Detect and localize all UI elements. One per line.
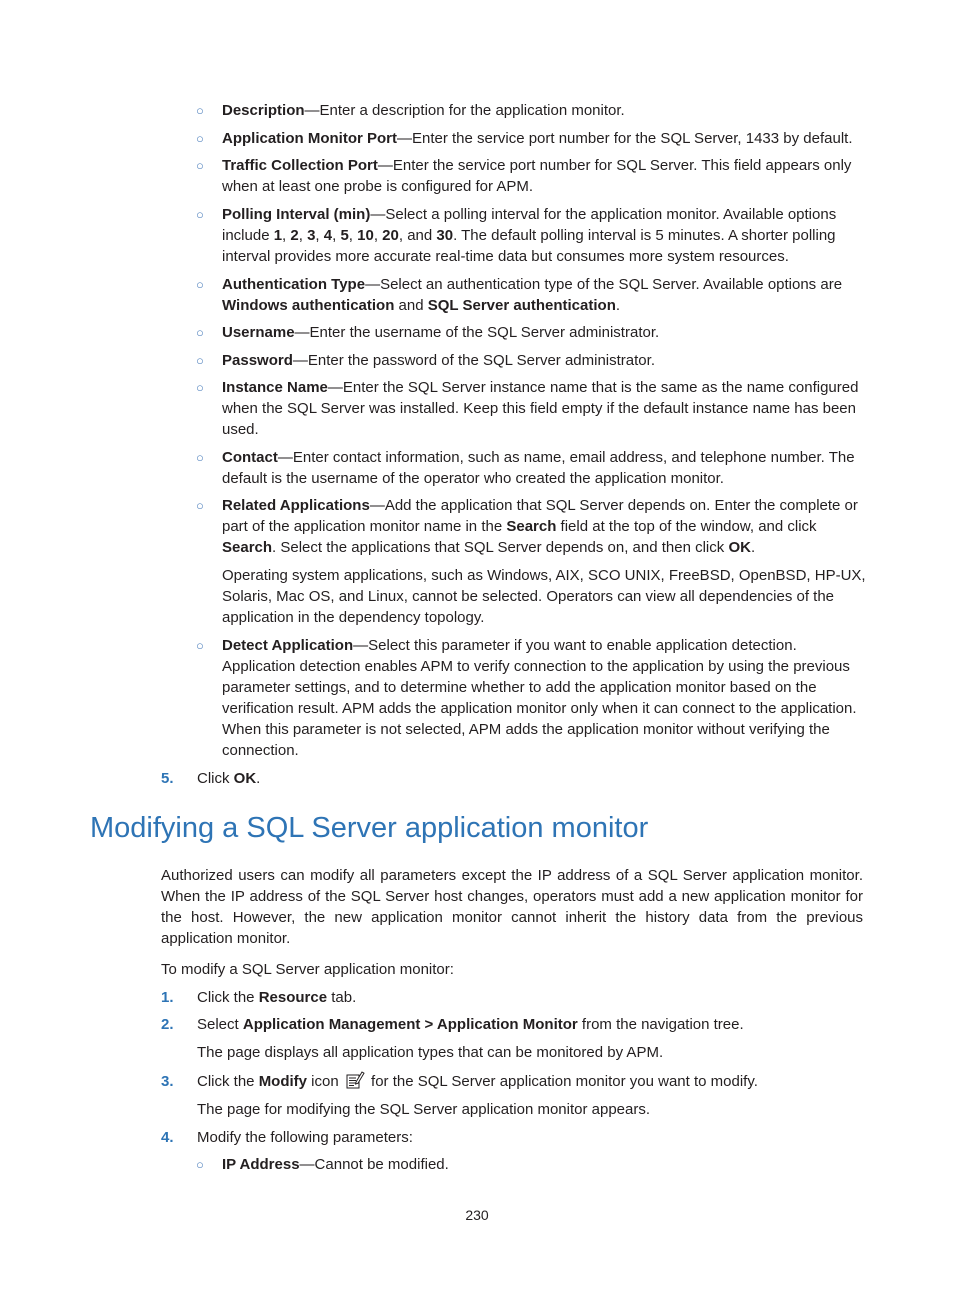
bullet-marker: ○ [196,207,204,222]
ui-label: OK [728,539,751,556]
step-4 [161,1127,868,1148]
term-desc: —Enter the password of the SQL Server administrator. [292,352,655,369]
step-2 [161,1014,868,1035]
list-item-application-monitor-port [196,128,868,149]
bullet-marker: ○ [196,325,204,340]
bullet-marker: ○ [196,277,204,292]
option-value: SQL Server authentication [427,297,616,314]
term: Authentication Type [222,276,366,293]
separator: , [348,227,358,244]
separator: , [332,227,341,244]
term: Polling Interval (min) [222,206,371,223]
step-5 [161,768,868,789]
term-desc: —Cannot be modified. [299,1156,449,1173]
bullet-marker: ○ [196,498,204,513]
ui-label: Resource [258,989,328,1006]
punctuation: . [750,539,756,556]
separator: , [315,227,324,244]
separator: , and [398,227,437,244]
step-text: icon [307,1073,343,1090]
modify-icon [345,1071,365,1089]
section-heading: Modifying a SQL Server application monitor [90,812,649,844]
term: Description [222,102,305,119]
step-3-note: The page for modifying the SQL Server application monitor appears. [197,1101,651,1118]
list-item-authentication-type [196,274,868,316]
bullet-marker: ○ [196,353,204,368]
ui-label: OK [233,770,257,787]
ui-label: Search [506,518,557,535]
ui-label: Modify [258,1073,308,1090]
list-item-traffic-collection-port [196,155,868,197]
option-value: Windows authentication [222,297,395,314]
bullet-marker: ○ [196,380,204,395]
list-item-username [196,322,868,343]
step-text: Select [197,1016,243,1033]
bullet-marker: ○ [196,450,204,465]
list-item-ip-address [196,1154,868,1175]
ui-label: Application Management > Application Monitor [242,1016,578,1033]
list-item-detect-application [196,635,868,761]
term: Detect Application [222,637,354,654]
term-desc: —Select this parameter if you want to enable application detection. Application detection enables APM to verify connection to the application by using the previous parameter settings, and to determine whether to add the application monitor based on the verification result. APM adds the application monitor only when it can connect to the application. When this parameter is not selected, APM adds the application monitor without verifying the connection. [222,637,857,759]
option-value: 4 [323,227,333,244]
step-1 [161,987,868,1008]
list-item-related-applications [196,495,868,558]
step-number: 3. [161,1073,174,1090]
option-value: 20 [382,227,399,244]
list-item-polling-interval [196,204,868,267]
term-desc: —Select a polling interval for the application monitor. Available options include [222,206,837,244]
term-desc: —Select an authentication type of the SQL Server. Available options are [365,276,843,293]
term: Application Monitor Port [222,130,397,147]
bullet-marker: ○ [196,1157,204,1172]
term: Username [222,324,295,341]
term: IP Address [222,1156,300,1173]
step-number: 2. [161,1016,174,1033]
term-desc: field at the top of the window, and click [556,518,817,535]
step-number: 4. [161,1129,174,1146]
separator: , [373,227,383,244]
term: Password [222,352,293,369]
punctuation: . [615,297,621,314]
term: Contact [222,449,278,466]
separator: , [282,227,291,244]
term-desc: . Select the applications that SQL Server depends on, and then click [272,539,729,556]
option-value: 5 [340,227,349,244]
term-desc: —Enter the service port number for the SQL Server, 1433 by default. [396,130,853,147]
list-item-password [196,350,868,371]
term: Related Applications [222,497,370,514]
step-text: from the navigation tree. [577,1016,744,1033]
option-value: 10 [357,227,374,244]
option-value: 30 [436,227,454,244]
step-text: for the SQL Server application monitor you want to modify. [366,1073,758,1090]
option-value: 3 [307,227,316,244]
step-text: Click [197,770,234,787]
lead-paragraph: To modify a SQL Server application monitor: [161,961,454,978]
list-item-contact [196,447,868,489]
term: Instance Name [222,379,328,396]
term-desc: —Enter a description for the application monitor. [304,102,625,119]
step-text: Click the [197,989,259,1006]
intro-paragraph: Authorized users can modify all parameters except the IP address of a SQL Server application monitor. When the IP address of the SQL Server host changes, operators must add a new application monitor for the host. However, the new application monitor cannot inherit the history data from the previous application monitor. [161,867,863,947]
step-2-note: The page displays all application types that can be monitored by APM. [197,1044,664,1061]
term-desc: —Enter the service port number for SQL Server. This field appears only when at least one probe is configured for APM. [222,157,852,195]
step-number: 1. [161,989,174,1006]
option-value: 2 [290,227,299,244]
separator: , [298,227,308,244]
list-item-description [196,100,868,121]
term-desc: —Add the application that SQL Server depends on. Enter the complete or part of the application monitor name in the [222,497,858,535]
page-number: 230 [465,1207,489,1223]
bullet-marker: ○ [196,638,204,653]
step-text: Modify the following parameters: [197,1129,413,1146]
step-text: . [256,770,261,787]
step-text: Click the [197,1073,259,1090]
term-desc: —Enter the SQL Server instance name that is the same as the name configured when the SQL Server was installed. Keep this field empty if the default instance name has been used. [222,379,859,438]
term-desc: —Enter the username of the SQL Server administrator. [294,324,660,341]
step-3 [161,1071,868,1092]
bullet-marker: ○ [196,131,204,146]
term: Traffic Collection Port [222,157,378,174]
bullet-marker: ○ [196,103,204,118]
term-desc: . The default polling interval is 5 minutes. A shorter polling interval provides more accurate real-time data but consumes more system resources. [222,227,836,265]
term-desc: —Enter contact information, such as name, email address, and telephone number. The default is the username of the operator who created the application monitor. [222,449,855,487]
related-applications-note: Operating system applications, such as Windows, AIX, SCO UNIX, FreeBSD, OpenBSD, HP-UX, Solaris, Mac OS, and Linux, cannot be selected. Operators can view all dependencies of the application in the dependency topology. [222,567,866,626]
option-value: 1 [273,227,283,244]
step-number: 5. [161,770,174,787]
list-item-instance-name [196,377,868,440]
step-text: tab. [327,989,357,1006]
separator: and [394,297,428,314]
bullet-marker: ○ [196,158,204,173]
ui-label: Search [222,539,273,556]
